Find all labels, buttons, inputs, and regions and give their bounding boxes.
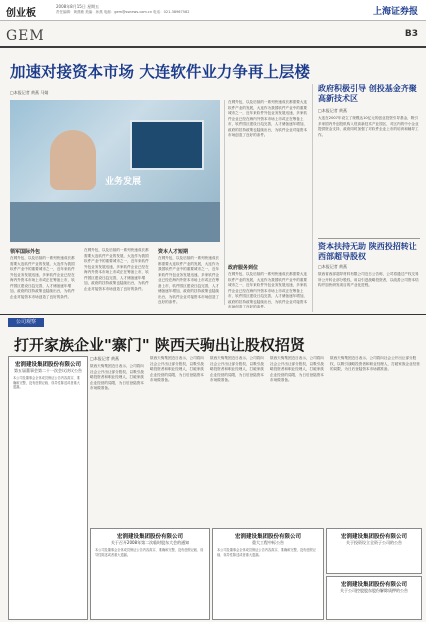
right-headline-2: 资本扶持无助 陕西投招转让西部超导股权 <box>318 242 417 261</box>
page-number: B3 <box>404 29 418 39</box>
lead-byline: □本报记者 黄燕 马婧 <box>10 90 49 95</box>
photo-sign: 业务发展 <box>105 177 142 187</box>
lead-subhead: 资本人才短期 <box>158 249 189 255</box>
lead-headline: 加速对接资本市场 大连软件业力争再上层楼 <box>10 63 310 81</box>
notice-title: 宏润建设集团股份有限公司 <box>340 534 407 540</box>
column-divider <box>312 84 313 312</box>
notice-title: 宏润建设集团股份有限公司 <box>116 534 183 540</box>
second-body-column: 陕西天驹集团近日表示，公司将向社会公开出让部分股权，以吸引战略投资者和职业经理人，打破家族企业经营的局限，为日后登陆资本市场做准备。 <box>270 356 324 382</box>
second-byline: □本报记者 黄燕 <box>90 356 120 361</box>
photo-screen <box>130 120 204 170</box>
lead-body-column: 在网外包，以及后续的一系列快速成长都需要大连软件产业的发展，大连作为我国软件产业中的重要城市之一，近年来软件外包业务发展迅速，多家软件企业已经在海内外资本市场上市或正在筹备上市，软件园区建设日趋完善，人才储备逐年增加，政府的扶持政策也陆续出台，为软件企业对接资本市场创造了良好的条件。 <box>10 256 75 299</box>
second-body-column: 陕西天驹集团近日表示，公司将向社会公开出让部分股权，以吸引战略投资者和职业经理人，打破家族企业经营的局限，为日后登陆资本市场做准备。 <box>330 356 420 371</box>
second-body-column: 陕西天驹集团近日表示，公司将向社会公开出让部分股权，以吸引战略投资者和职业经理人，打破家族企业经营的局限，为日后登陆资本市场做准备。 <box>90 364 144 390</box>
notice-subtitle: 第五届董事会第二十一次会议决议公告 <box>14 368 82 373</box>
section-band <box>0 26 426 48</box>
right-body-2: 陕西省西部超导材料有限公司近日公告称，公司将通过产权交易所公开转让部分股权，用以引进战略投资者，以改善公司资本结构并加快研发项目的产业化进程。 <box>318 272 419 287</box>
lead-subhead: 领军国际外包 <box>10 249 41 255</box>
notice-subtitle: 关于召开2008年第二次临时股东大会的通知 <box>110 540 190 545</box>
section-badge: 公司观察 <box>8 318 44 327</box>
newspaper-logo: 上海证券报 <box>372 7 418 17</box>
section-name: 创业板 <box>6 8 36 19</box>
issue-date: 2008年8月15日 星期五 <box>56 4 100 9</box>
notice-body: 本公司及董事会全体成员保证公告内容真实、准确和完整，没有虚假记载、误导性陈述或者重大遗漏。 <box>95 548 204 557</box>
lead-body-column: 在网外包，以及后续的一系列快速成长都需要大连软件产业的发展，大连作为我国软件产业中的重要城市之一，近年来软件外包业务发展迅速，多家软件企业已经在海内外资本市场上市或正在筹备上市，软件园区建设日趋完善，人才储备逐年增加，政府的扶持政策也陆续出台，为软件企业对接资本市场创造了良好的条件。 <box>228 272 308 308</box>
editor-contact: 责任编辑：黄燕敏 美编：孙燕 电邮：gem@ssnews.com.cn 电话：021-38967582 <box>56 10 190 14</box>
second-body-column: 陕西天驹集团近日表示，公司将向社会公开出让部分股权，以吸引战略投资者和职业经理人，打破家族企业经营的局限，为日后登陆资本市场做准备。 <box>210 356 264 382</box>
notice-subtitle: 关于公司控股股东股份解除质押的公告 <box>340 588 408 593</box>
photo-desk <box>10 202 220 242</box>
right-body-1: 大连在2007年设立了规模达10亿元的创业投资引导基金，吸引多家国内外创投机构入驻高新技术产业园区，对区内的中小企业提供资金支持，政府同时加强了对软件企业上市的培育和辅导工作。 <box>318 116 419 137</box>
section-band-label: GEM <box>6 28 45 44</box>
lead-body-column: 在网外包，以及后续的一系列快速成长都需要大连软件产业的发展，大连作为我国软件产业中的重要城市之一，近年来软件外包业务发展迅速，多家软件企业已经在海内外资本市场上市或正在筹备上市，软件园区建设日趋完善，人才储备逐年增加，政府的扶持政策也陆续出台，为软件企业对接资本市场创造了良好的条件。 <box>158 256 220 304</box>
notice-box <box>8 356 88 620</box>
lead-body-column: 在网外包，以及后续的一系列快速成长都需要大连软件产业的发展，大连作为我国软件产业中的重要城市之一，近年来软件外包业务发展迅速，多家软件企业已经在海内外资本市场上市或正在筹备上市，软件园区建设日趋完善，人才储备逐年增加，政府的扶持政策也陆续出台，为软件企业对接资本市场创造了良好的条件。 <box>84 248 149 291</box>
notice-subtitle: 关于投资设立全资子公司的公告 <box>346 540 402 545</box>
lead-subhead: 政府服务到位 <box>228 265 259 271</box>
notice-box <box>326 528 422 574</box>
notice-body: 本公司及董事会全体成员保证公告内容真实、准确和完整，没有虚假记载、误导性陈述或者重大遗漏。 <box>13 376 80 390</box>
notice-subtitle: 重大工程中标公告 <box>252 540 284 545</box>
page-header <box>0 0 426 21</box>
notice-title: 宏润建设集团股份有限公司 <box>340 582 407 588</box>
notice-box <box>326 576 422 620</box>
photo-person <box>50 130 96 190</box>
right-byline-1: □本报记者 黄燕 <box>318 108 348 113</box>
column-rule <box>318 238 420 239</box>
second-headline: 打开家族企业"寨门" 陕西天驹出让股权招贤 <box>14 336 305 354</box>
notice-box <box>90 528 210 620</box>
right-headline-1: 政府积极引导 创投基金齐聚高新技术区 <box>318 84 417 103</box>
right-byline-2: □本报记者 黄燕 <box>318 264 348 269</box>
lead-photo <box>10 100 220 242</box>
notice-body: 本公司及董事会全体成员保证公告内容真实、准确和完整，没有虚假记载、误导性陈述或者重大遗漏。 <box>217 548 316 557</box>
second-body-column: 陕西天驹集团近日表示，公司将向社会公开出让部分股权，以吸引战略投资者和职业经理人，打破家族企业经营的局限，为日后登陆资本市场做准备。 <box>150 356 204 382</box>
notice-title: 宏润建设集团股份有限公司 <box>14 362 81 368</box>
notice-box <box>212 528 324 620</box>
notice-title: 宏润建设集团股份有限公司 <box>234 534 301 540</box>
column-divider <box>224 100 225 305</box>
lead-body-column: 在网外包，以及后续的一系列快速成长都需要大连软件产业的发展，大连作为我国软件产业中的重要城市之一，近年来软件外包业务发展迅速，多家软件企业已经在海内外资本市场上市或正在筹备上市，软件园区建设日趋完善，人才储备逐年增加，政府的扶持政策也陆续出台，为软件企业对接资本市场创造了良好的条件。 <box>228 100 308 137</box>
section-rule <box>0 314 426 315</box>
